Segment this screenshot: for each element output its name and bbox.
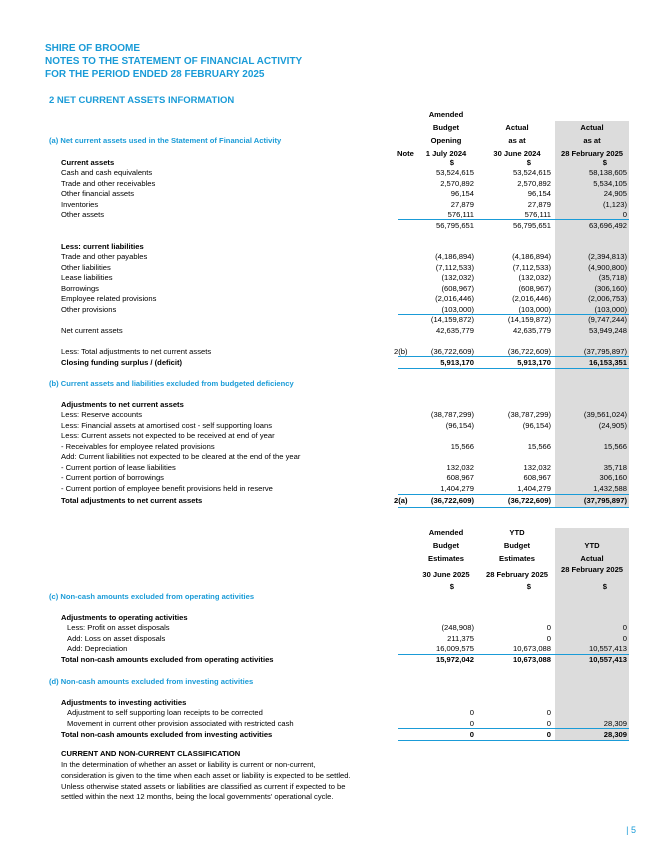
total-rule <box>398 356 629 357</box>
total-rule <box>398 740 629 741</box>
closing-surplus-value-col2: 5,913,170 <box>517 358 551 367</box>
current-assets-total-col1: 56,795,651 <box>435 221 474 230</box>
operating-row-value-col3: 0 <box>622 633 627 643</box>
currency-symbol: $ <box>526 158 531 167</box>
current-asset-value-col1: 53,524,615 <box>435 168 474 177</box>
investing-row-value-col2: 0 <box>546 718 551 728</box>
operating-row-label: Add: Loss on asset disposals <box>67 633 166 643</box>
net-current-assets-label: Net current assets <box>61 326 123 335</box>
liability-label: Employee related provisions <box>61 294 157 303</box>
ytd-budget-header-1: Budget <box>503 541 531 550</box>
operating-row-value-col3: 0 <box>622 623 627 632</box>
liabilities-label: Less: current liabilities <box>61 242 144 251</box>
investing-total-label: Total non-cash amounts excluded from investing activities <box>61 730 273 739</box>
section-d-heading: (d) Non-cash amounts excluded from investing activities <box>49 677 254 686</box>
budget-header-1: Budget <box>432 123 460 132</box>
operating-row-label: Less: Profit on asset disposals <box>67 623 170 632</box>
less-adjustments-label: Less: Total adjustments to net current assets <box>61 347 212 356</box>
liability-value-col2: (608,967) <box>518 283 551 293</box>
budget-estimates-header-1: Budget <box>432 541 460 550</box>
ytd-actual-header-0: YTD <box>584 541 600 550</box>
liability-value-col3: (4,900,800) <box>588 262 627 272</box>
liability-value-col1: (7,112,533) <box>435 262 474 272</box>
liability-value-col3: (35,718) <box>598 273 627 282</box>
actual-feb-header-0: Actual <box>580 123 604 132</box>
subtotal-rule <box>398 728 629 729</box>
adjustment-label: Less: Financial assets at amortised cost - self supporting loans <box>61 420 273 430</box>
current-asset-value-col2: 576,111 <box>524 210 551 219</box>
header-line-1: SHIRE OF BROOME <box>45 43 141 54</box>
actual-june-header-2: 30 June 2024 <box>493 149 541 158</box>
report-header <box>45 42 302 81</box>
investing-total-value-col1: 0 <box>469 730 474 739</box>
current-asset-label: Cash and cash equivalents <box>61 168 153 177</box>
adjustment-value-col3: 1,432,588 <box>593 483 627 493</box>
current-asset-value-col3: 24,905 <box>603 189 627 198</box>
current-asset-value-col1: 2,570,892 <box>440 178 474 188</box>
total-adjustments-value-col1: (36,722,609) <box>430 496 474 505</box>
currency-symbol: $ <box>449 582 454 591</box>
adjustment-label: Less: Current assets not expected to be received at end of year <box>61 431 275 440</box>
section-b-heading: (b) Current assets and liabilities excluded from budgeted deficiency <box>49 379 294 388</box>
investing-row-label: Adjustment to self supporting loan receipts to be corrected <box>67 708 263 717</box>
subtotal-rule <box>398 494 629 495</box>
total-adjustments-value-col2: (36,722,609) <box>507 496 551 505</box>
less-adjustments-value-col1: (36,722,609) <box>430 347 474 356</box>
budget-estimates-header-2: Estimates <box>428 554 464 563</box>
operating-row-value-col1: 16,009,575 <box>435 644 474 653</box>
header-line-2: NOTES TO THE STATEMENT OF FINANCIAL ACTIVITY <box>45 56 303 67</box>
note-ref: 2(a) <box>394 496 408 505</box>
adjustment-value-col1: (96,154) <box>445 420 474 430</box>
liabilities-total-col2: (14,159,872) <box>507 315 551 324</box>
header-line-3: FOR THE PERIOD ENDED 28 FEBRUARY 2025 <box>45 69 265 80</box>
liability-label: Borrowings <box>61 283 99 293</box>
budget-estimates-header-0: Amended <box>428 528 464 537</box>
subtotal-rule <box>398 219 629 220</box>
adjustment-label: - Current portion of lease liabilities <box>61 462 176 472</box>
adjustment-label: - Receivables for employee related provisions <box>61 441 215 451</box>
currency-symbol: $ <box>449 158 454 167</box>
adjustment-value-col2: 132,032 <box>523 462 551 472</box>
current-asset-value-col3: 0 <box>622 210 627 219</box>
adjustment-label: - Current portion of borrowings <box>61 473 164 482</box>
adjustment-label: Less: Reserve accounts <box>61 410 143 419</box>
note-header: Note <box>397 149 414 158</box>
investing-row-value-col1: 0 <box>469 708 474 717</box>
current-asset-value-col1: 96,154 <box>450 189 474 198</box>
ytd-actual-header-1: Actual <box>580 554 604 563</box>
less-adjustments-value-col3: (37,795,897) <box>583 347 627 356</box>
liability-value-col3: (2,394,813) <box>588 252 627 261</box>
investing-row-label: Movement in current other provision associated with restricted cash <box>67 718 294 728</box>
budget-header-2: Opening <box>430 136 462 145</box>
operating-adjustments-label: Adjustments to operating activities <box>61 613 188 622</box>
liability-value-col1: (103,000) <box>441 304 474 314</box>
note-ref: 2(b) <box>394 347 408 356</box>
adjustment-value-col1: (38,787,299) <box>430 410 474 419</box>
liability-value-col1: (608,967) <box>441 283 474 293</box>
current-asset-label: Trade and other receivables <box>61 178 156 188</box>
investing-row-value-col1: 0 <box>469 718 474 728</box>
page-number: | 5 <box>626 825 636 835</box>
operating-row-value-col2: 0 <box>546 633 551 643</box>
actual-june-header-0: Actual <box>505 123 529 132</box>
adjustment-value-col1: 1,404,279 <box>440 483 474 493</box>
liability-label: Trade and other payables <box>61 252 148 261</box>
current-asset-value-col2: 2,570,892 <box>517 178 551 188</box>
less-adjustments-value-col2: (36,722,609) <box>507 347 551 356</box>
current-asset-label: Other financial assets <box>61 189 135 198</box>
liability-label: Other liabilities <box>61 262 111 272</box>
adjustments-label: Adjustments to net current assets <box>61 400 184 409</box>
currency-symbol: $ <box>602 582 607 591</box>
liability-value-col1: (2,016,446) <box>435 294 474 303</box>
ytd-budget-header-0: YTD <box>509 528 525 537</box>
current-asset-value-col3: 5,534,105 <box>593 178 627 188</box>
adjustment-value-col3: 35,718 <box>603 462 627 472</box>
current-asset-value-col2: 27,879 <box>527 199 551 209</box>
operating-total-value-col3: 10,557,413 <box>588 655 627 664</box>
adjustment-value-col3: 15,566 <box>603 441 627 451</box>
operating-row-value-col1: 211,375 <box>447 633 474 643</box>
section-a-heading: (a) Net current assets used in the Statement of Financial Activity <box>49 136 282 145</box>
currency-symbol: $ <box>602 158 607 167</box>
operating-row-value-col2: 0 <box>546 623 551 632</box>
current-asset-value-col1: 27,879 <box>450 199 474 209</box>
investing-adjustments-label: Adjustments to investing activities <box>61 698 187 707</box>
liability-value-col2: (132,032) <box>518 273 551 282</box>
classification-title: CURRENT AND NON-CURRENT CLASSIFICATION <box>61 749 241 758</box>
current-assets-total-col2: 56,795,651 <box>512 221 551 230</box>
total-adjustments-label: Total adjustments to net current assets <box>61 496 203 505</box>
closing-surplus-value-col3: 16,153,351 <box>588 358 627 367</box>
liability-value-col2: (103,000) <box>518 304 551 314</box>
liability-value-col3: (306,160) <box>594 283 627 293</box>
adjustment-value-col1: 132,032 <box>446 462 474 472</box>
adjustment-value-col3: 306,160 <box>599 473 627 482</box>
liabilities-total-col1: (14,159,872) <box>430 315 474 324</box>
liability-value-col3: (2,006,753) <box>588 294 627 303</box>
liability-value-col1: (4,186,894) <box>435 252 474 261</box>
current-asset-value-col2: 96,154 <box>527 189 551 198</box>
adjustment-value-col2: (96,154) <box>522 420 551 430</box>
adjustment-label: Add: Current liabilities not expected to be cleared at the end of the year <box>61 452 301 461</box>
operating-row-value-col2: 10,673,088 <box>512 644 551 653</box>
current-asset-value-col1: 576,111 <box>447 210 474 219</box>
closing-surplus-value-col1: 5,913,170 <box>440 358 474 367</box>
adjustment-value-col2: (38,787,299) <box>507 410 551 419</box>
net-current-assets-value-col1: 42,635,779 <box>435 326 474 335</box>
classification-text: In the determination of whether an asset or liability is current or non-current, consideration is given to the time when each asset or liability is expected to be settled. Unless otherwise stated assets or liabilities are classified as current if expected to be settled within the next 12 months, being the local governments' operational cycle. <box>61 760 351 802</box>
budget-header-3: 1 July 2024 <box>425 149 467 158</box>
adjustment-value-col2: 608,967 <box>523 473 551 482</box>
operating-row-value-col1: (248,908) <box>441 623 474 632</box>
date-header-1: 30 June 2025 <box>422 570 470 579</box>
actual-feb-header-2: 28 February 2025 <box>560 149 624 158</box>
adjustment-value-col2: 1,404,279 <box>517 483 551 493</box>
adjustment-value-col2: 15,566 <box>527 441 551 451</box>
liability-value-col2: (2,016,446) <box>512 294 551 303</box>
liability-value-col2: (4,186,894) <box>512 252 551 261</box>
actual-feb-header-1: as at <box>583 136 601 145</box>
total-rule <box>398 507 629 508</box>
liability-value-col1: (132,032) <box>441 273 474 282</box>
actual-june-header-1: as at <box>508 136 526 145</box>
current-asset-value-col3: (1,123) <box>602 199 627 209</box>
liabilities-total-col3: (9,747,244) <box>588 315 627 324</box>
operating-total-value-col2: 10,673,088 <box>512 655 551 664</box>
current-asset-value-col2: 53,524,615 <box>512 168 551 177</box>
liability-label: Lease liabilities <box>61 273 113 282</box>
adjustment-value-col1: 608,967 <box>446 473 474 482</box>
operating-row-label: Add: Depreciation <box>67 644 128 653</box>
budget-header-0: Amended <box>428 110 464 119</box>
investing-total-value-col3: 28,309 <box>603 730 627 739</box>
adjustment-value-col3: (39,561,024) <box>583 410 627 419</box>
total-rule <box>398 368 629 369</box>
operating-total-value-col1: 15,972,042 <box>435 655 474 664</box>
section-title: 2 NET CURRENT ASSETS INFORMATION <box>49 95 235 106</box>
adjustment-value-col1: 15,566 <box>450 441 474 451</box>
current-assets-label: Current assets <box>61 158 115 167</box>
date-header-3: 28 February 2025 <box>560 565 624 574</box>
investing-row-value-col2: 0 <box>546 708 551 717</box>
net-current-assets-value-col2: 42,635,779 <box>512 326 551 335</box>
section-c-heading: (c) Non-cash amounts excluded from operating activities <box>49 592 255 601</box>
total-adjustments-value-col3: (37,795,897) <box>583 496 627 505</box>
investing-row-value-col3: 28,309 <box>603 718 627 728</box>
adjustment-value-col3: (24,905) <box>598 420 627 430</box>
operating-total-label: Total non-cash amounts excluded from operating activities <box>61 655 274 664</box>
net-current-assets-value-col3: 53,949,248 <box>588 326 627 335</box>
date-header-2: 28 February 2025 <box>485 570 549 579</box>
currency-symbol: $ <box>526 582 531 591</box>
closing-surplus-label: Closing funding surplus / (deficit) <box>61 358 183 367</box>
liability-value-col3: (103,000) <box>594 304 627 314</box>
current-asset-label: Other assets <box>61 210 105 219</box>
current-asset-label: Inventories <box>61 199 99 209</box>
current-assets-total-col3: 63,696,492 <box>588 221 627 230</box>
adjustment-label: - Current portion of employee benefit provisions held in reserve <box>61 483 273 493</box>
liability-value-col2: (7,112,533) <box>512 262 551 272</box>
ytd-budget-header-2: Estimates <box>499 554 535 563</box>
investing-total-value-col2: 0 <box>546 730 551 739</box>
operating-row-value-col3: 10,557,413 <box>588 644 627 653</box>
liability-label: Other provisions <box>61 304 117 314</box>
current-asset-value-col3: 58,138,605 <box>588 168 627 177</box>
